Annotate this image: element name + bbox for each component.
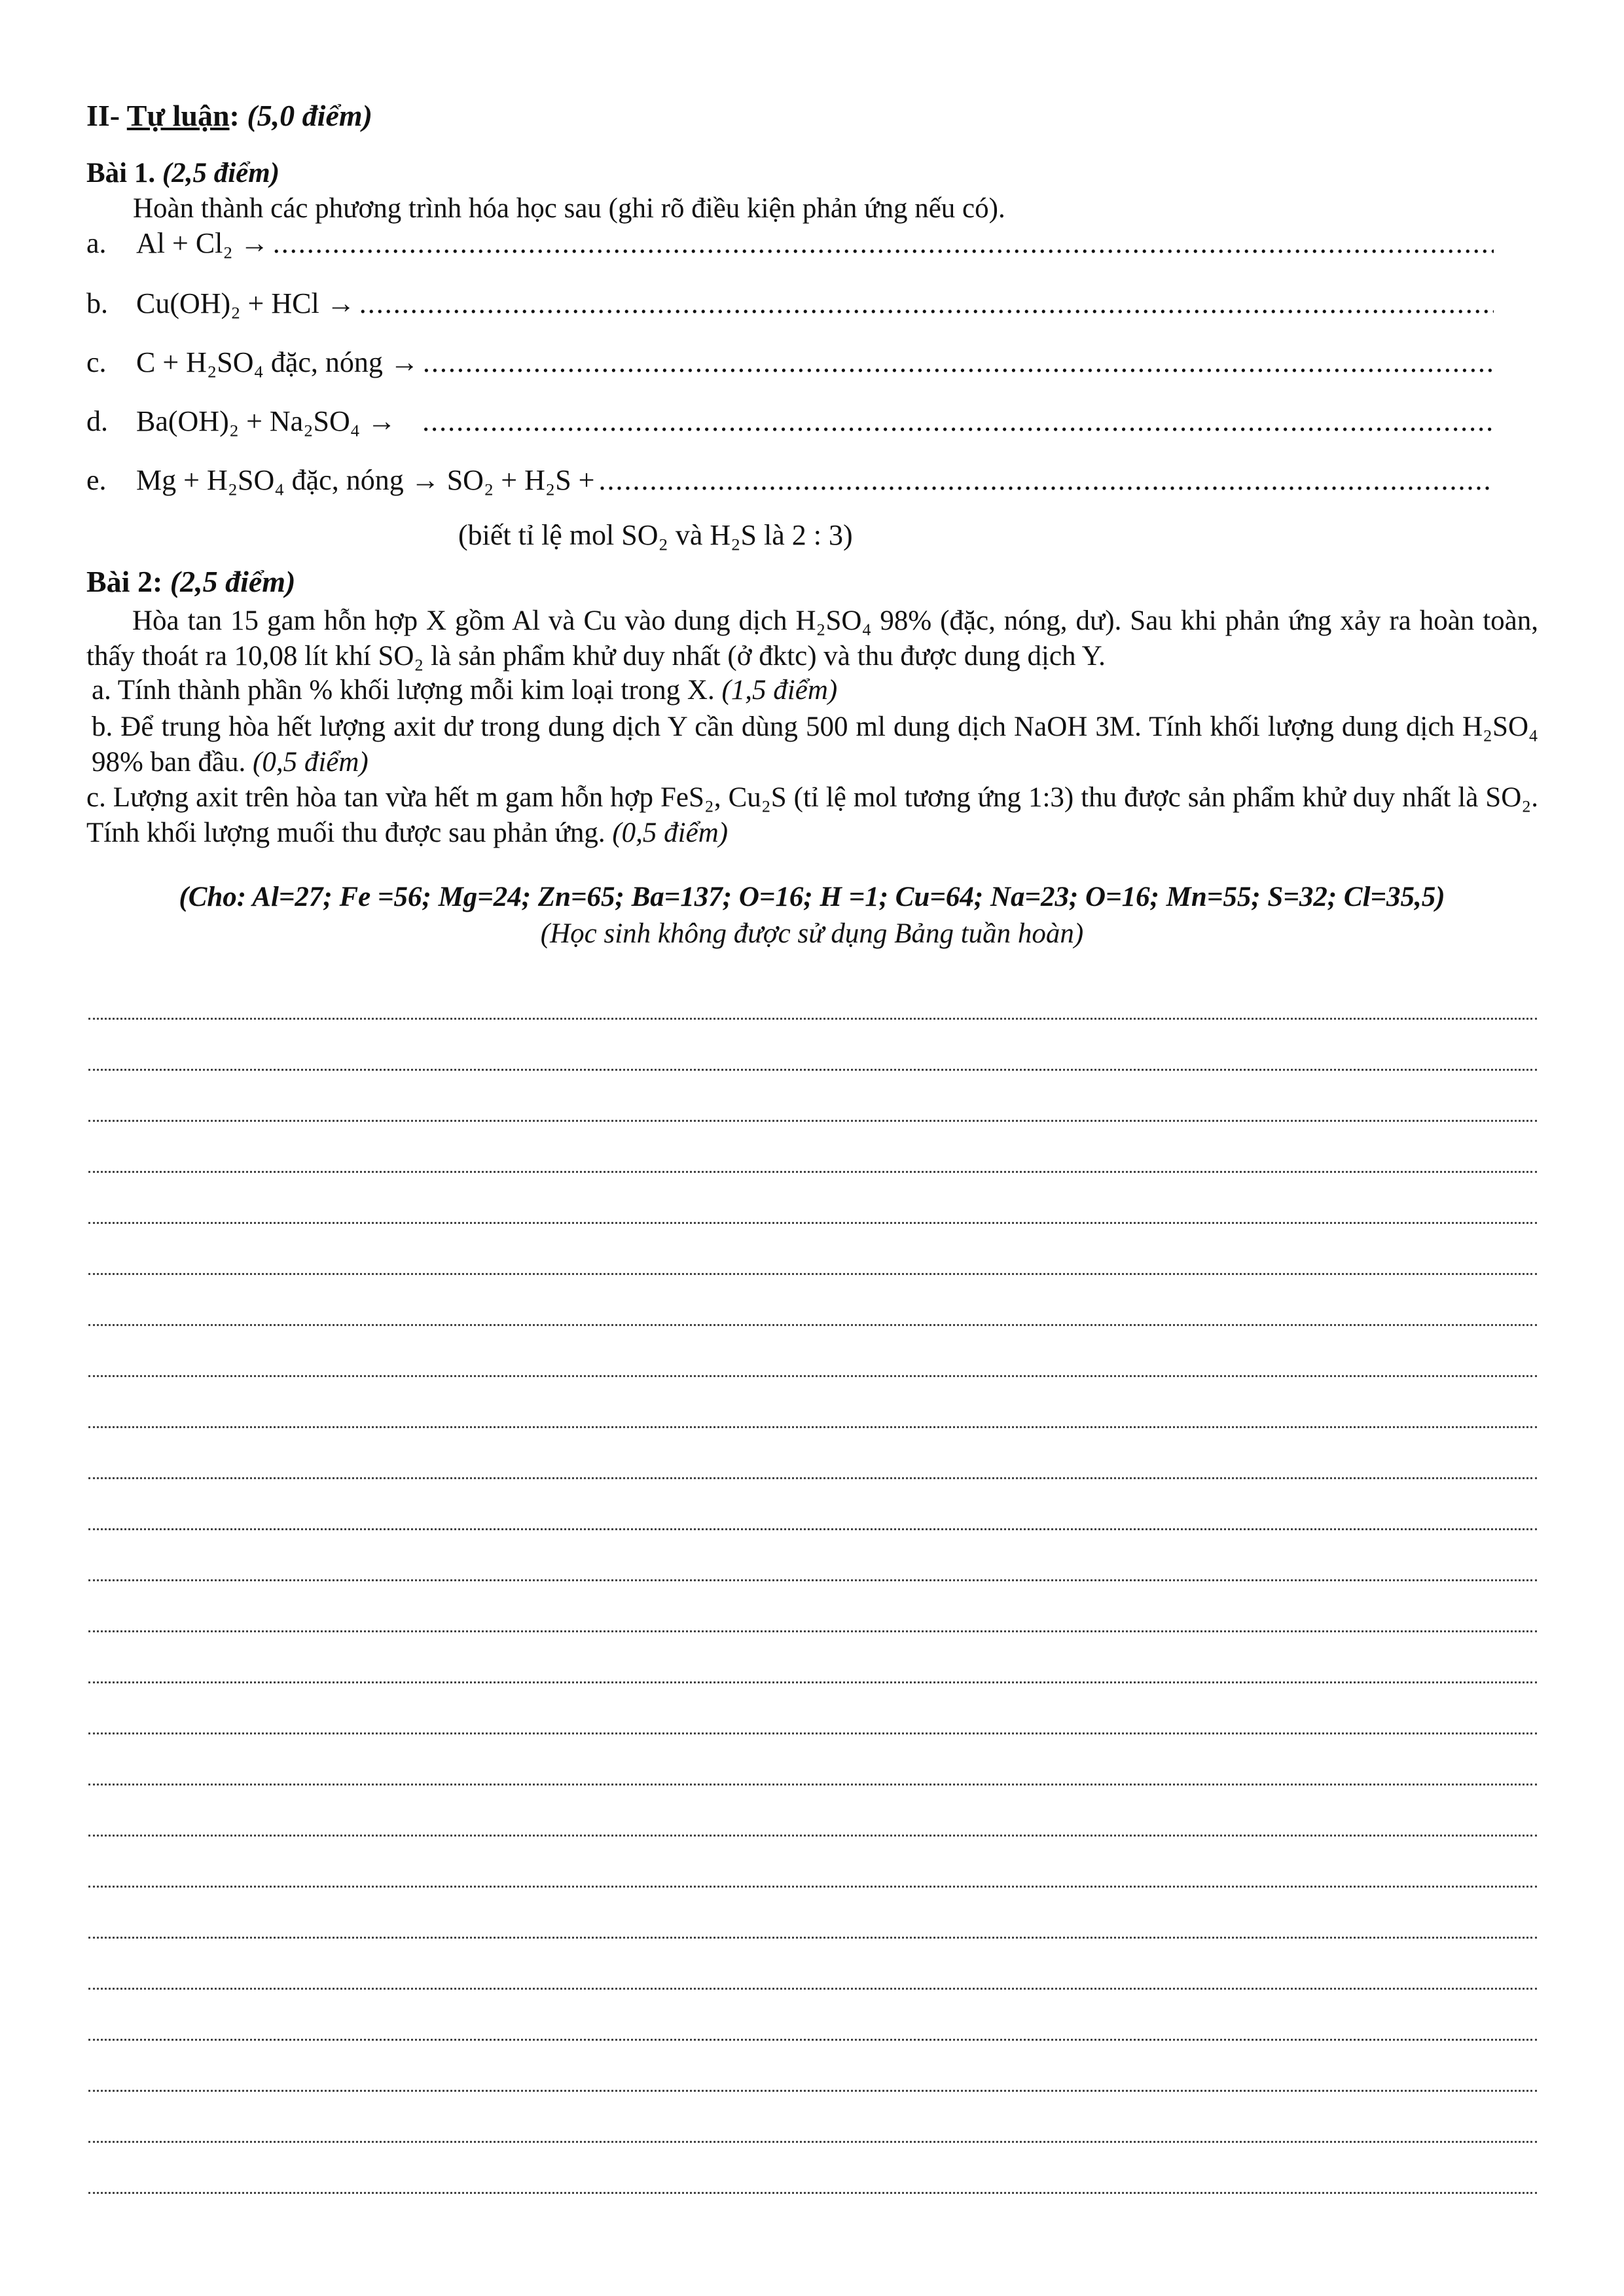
answer-line (88, 1624, 1537, 1632)
section-title: Tự luận (126, 99, 230, 132)
answer-line (88, 1675, 1537, 1683)
bai2-question-b-text: b. Để trung hòa hết lượng axit dư trong dung dịch Y cần dùng 500 ml dung dịch NaOH 3M. Tính khối lượng dung dịch H₂SO₄ 98% ban đầu. (92, 711, 1538, 778)
equation-a-label: a. (86, 227, 107, 259)
bai2-question-a (92, 674, 1543, 706)
bai2-points: (2,5 điểm) (170, 565, 296, 598)
equation-e-blank (599, 463, 1494, 497)
atomic-masses-note: (Cho: Al=27; Fe =56; Mg=24; Zn=65; Ba=137; O=16; H =1; Cu=64; Na=23; O=16; Mn=55; S=32; Cl=35,5) (179, 882, 1445, 912)
bai2-question-a-text: a. Tính thành phần % khối lượng mỗi kim loại trong X. (92, 675, 715, 706)
equation-a (86, 226, 1494, 266)
bai2-question-b-points: (0,5 điểm) (253, 747, 369, 778)
bai1-heading (86, 157, 280, 189)
answer-line (88, 1266, 1537, 1275)
equation-c-label: c. (86, 346, 107, 378)
equation-c-blank (423, 346, 1494, 379)
equation-b-blank (359, 287, 1494, 320)
bai2-question-b (92, 709, 1538, 780)
answer-line (88, 1471, 1537, 1479)
answer-line (88, 2083, 1537, 2092)
answer-line (88, 1879, 1537, 1888)
equation-b-label: b. (86, 287, 108, 319)
answer-line (88, 1726, 1537, 1734)
answer-line (88, 1522, 1537, 1530)
answer-line (88, 1828, 1537, 1837)
bai1-title: Bài 1. (86, 158, 156, 188)
answer-line (88, 1062, 1537, 1071)
answer-line (88, 1215, 1537, 1224)
answer-line (88, 1113, 1537, 1122)
answer-line (88, 1011, 1537, 1020)
bai1-points: (2,5 điểm) (162, 158, 280, 188)
answer-line (88, 1369, 1537, 1377)
ratio-note: (biết tỉ lệ mol SO₂ và H₂S là 2 : 3) (458, 519, 853, 551)
equation-a-text: Al + Cl₂ → (136, 227, 269, 259)
bai2-question-c-text: c. Lượng axit trên hòa tan vừa hết m gam hỗn hợp FeS₂, Cu₂S (tỉ lệ mol tương ứng 1:3) thu được sản phẩm khử duy nhất là SO₂. Tính khối lượng muối thu được sau phản ứng. (86, 782, 1538, 848)
answer-line (88, 1930, 1537, 1939)
equation-b (86, 287, 1494, 326)
answer-line (88, 2185, 1537, 2194)
bai2-question-a-points: (1,5 điểm) (721, 675, 838, 706)
bai2-intro: Hòa tan 15 gam hỗn hợp X gồm Al và Cu vào dung dịch H₂SO₄ 98% (đặc, nóng, dư). Sau khi phản ứng xảy ra hoàn toàn, thấy thoát ra 10,08 lít khí SO₂ là sản phẩm khử duy nhất (ở đktc) và thu được dung dịch Y. (86, 605, 1538, 672)
answer-line (88, 2032, 1537, 2041)
equation-d (86, 404, 1494, 444)
equation-d-text: Ba(OH)₂ + Na₂SO₄ → (136, 405, 397, 437)
answer-line (88, 1981, 1537, 1990)
equation-e-label: e. (86, 464, 107, 496)
answer-line (88, 1164, 1537, 1173)
bai2-question-c-points: (0,5 điểm) (612, 817, 729, 848)
equation-c-text: C + H₂SO₄ đặc, nóng → (136, 346, 419, 378)
bai2-title: Bài 2: (86, 565, 163, 598)
bai1-instruction: Hoàn thành các phương trình hóa học sau (ghi rõ điều kiện phản ứng nếu có). (133, 193, 1005, 224)
equation-e (86, 463, 1494, 503)
section-heading (86, 98, 372, 133)
equation-c (86, 346, 1494, 385)
equation-d-blank (422, 404, 1494, 438)
no-periodic-table-note: (Học sinh không được sử dụng Bảng tuần hoàn) (540, 918, 1084, 949)
bai2-question-c (86, 780, 1538, 851)
bai2-heading (86, 564, 295, 599)
equation-a-blank (273, 226, 1494, 260)
section-prefix: II- (86, 99, 120, 132)
equation-b-text: Cu(OH)₂ + HCl → (136, 287, 355, 319)
answer-line (88, 1777, 1537, 1785)
answer-line (88, 1420, 1537, 1428)
section-points: (5,0 điểm) (247, 99, 372, 132)
answer-line (88, 1318, 1537, 1326)
answer-line (88, 2134, 1537, 2143)
section-colon: : (229, 99, 240, 132)
answer-line (88, 1573, 1537, 1581)
equation-e-text: Mg + H₂SO₄ đặc, nóng → SO₂ + H₂S + (136, 464, 595, 496)
equation-d-label: d. (86, 405, 108, 437)
